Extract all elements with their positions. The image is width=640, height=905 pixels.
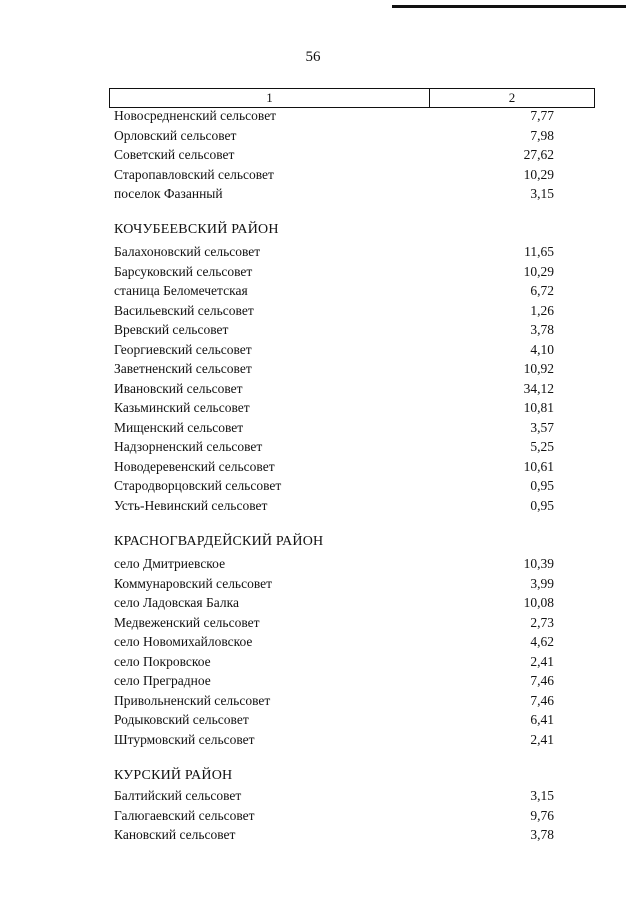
settlement-value: 7,98 (530, 127, 554, 143)
table-row (114, 418, 554, 438)
settlement-name: Георгиевский сельсовет (114, 341, 252, 357)
settlement-value: 7,46 (530, 692, 554, 708)
page-number: 56 (305, 49, 321, 65)
table-header (109, 88, 595, 108)
table-row (114, 145, 554, 165)
table-row (114, 165, 554, 185)
row-group (114, 106, 554, 204)
table-row (114, 281, 554, 301)
settlement-value: 10,29 (523, 166, 554, 182)
row-group (114, 242, 554, 515)
row-group (114, 554, 554, 749)
table-row (114, 379, 554, 399)
column-1-header: 1 (110, 89, 430, 107)
settlement-value: 3,57 (530, 419, 554, 435)
settlement-name: Надзорненский сельсовет (114, 439, 263, 454)
settlement-value: 3,78 (530, 827, 554, 842)
settlement-value: 6,41 (530, 712, 554, 727)
table-row (114, 262, 554, 282)
settlement-name: Старопавловский сельсовет (114, 166, 274, 182)
settlement-value: 11,65 (524, 244, 554, 259)
settlement-value: 2,41 (530, 653, 554, 669)
settlement-name: станица Беломечетская (114, 283, 248, 298)
settlement-value: 10,39 (523, 556, 554, 571)
table-row (114, 730, 554, 750)
settlement-value: 10,81 (523, 400, 554, 415)
settlement-name: Заветненский сельсовет (114, 361, 252, 376)
table-row (114, 320, 554, 340)
table-row (114, 242, 554, 262)
settlement-value: 34,12 (523, 380, 554, 396)
column-2-header: 2 (508, 90, 516, 105)
settlement-name: Ивановский сельсовет (114, 380, 243, 396)
settlement-value: 2,73 (530, 614, 554, 630)
settlement-value: 6,72 (530, 283, 554, 298)
settlement-value: 10,29 (523, 263, 554, 279)
settlement-name: Родыковский сельсовет (114, 712, 249, 727)
settlement-value: 9,76 (530, 807, 554, 823)
table-row (114, 126, 554, 146)
settlement-value: 10,08 (523, 595, 554, 610)
settlement-value: 3,78 (530, 322, 554, 337)
settlement-name: поселок Фазанный (114, 186, 223, 201)
settlement-name: Казьминский сельсовет (114, 400, 250, 415)
row-group (114, 786, 554, 845)
settlement-value: 3,15 (530, 186, 554, 201)
table-row (114, 671, 554, 691)
settlement-name: село Дмитриевское (114, 556, 226, 571)
district-heading: КОЧУБЕЕВСКИЙ РАЙОН (114, 222, 279, 237)
settlement-name: Новосредненский сельсовет (114, 108, 277, 123)
settlement-value: 10,92 (523, 361, 554, 376)
settlement-value: 2,41 (530, 731, 554, 747)
settlement-name: Новодеревенский сельсовет (114, 458, 275, 474)
table-row (114, 359, 554, 379)
settlement-value: 1,26 (530, 302, 554, 318)
table-row (114, 106, 554, 126)
settlement-value: 7,77 (530, 108, 554, 123)
table-row (114, 652, 554, 672)
settlement-name: Привольненский сельсовет (114, 692, 271, 708)
settlement-name: Усть-Невинский сельсовет (114, 497, 268, 513)
settlement-value: 7,46 (530, 673, 554, 688)
table-row (114, 496, 554, 516)
settlement-value: 0,95 (530, 497, 554, 513)
table-row (114, 437, 554, 457)
settlement-value: 3,99 (530, 575, 554, 591)
settlement-value: 4,62 (530, 634, 554, 649)
settlement-value: 5,25 (530, 439, 554, 454)
settlement-name: Коммунаровский сельсовет (114, 575, 273, 591)
settlement-name: Галюгаевский сельсовет (114, 807, 255, 823)
table-row (114, 574, 554, 594)
settlement-name: село Новомихайловское (114, 634, 253, 649)
settlement-name: Орловский сельсовет (114, 127, 237, 143)
table-row (114, 184, 554, 204)
settlement-name: село Ладовская Балка (114, 595, 239, 610)
settlement-name: Васильевский сельсовет (114, 302, 254, 318)
table-row (114, 340, 554, 360)
settlement-value: 4,10 (530, 341, 554, 357)
settlement-name: Балтийский сельсовет (114, 788, 242, 803)
settlement-name: Стародворцовский сельсовет (114, 478, 282, 493)
table-row (114, 632, 554, 652)
settlement-name: село Покровское (114, 653, 211, 669)
settlement-name: Медвеженский сельсовет (114, 614, 260, 630)
table-row (114, 691, 554, 711)
table-row (114, 825, 554, 845)
settlement-name: Штурмовский сельсовет (114, 731, 255, 747)
table-row (114, 554, 554, 574)
settlement-name: Советский сельсовет (114, 147, 235, 162)
settlement-name: Вревский сельсовет (114, 322, 229, 337)
table-row (114, 786, 554, 806)
settlement-value: 3,15 (530, 788, 554, 803)
top-rule (392, 5, 626, 8)
table-row (114, 476, 554, 496)
table-row (114, 806, 554, 826)
settlement-value: 10,61 (523, 458, 554, 474)
district-heading: КРАСНОГВАРДЕЙСКИЙ РАЙОН (114, 534, 324, 549)
table-row (114, 710, 554, 730)
settlement-name: село Преградное (114, 673, 211, 688)
table-row (114, 613, 554, 633)
district-heading: КУРСКИЙ РАЙОН (114, 768, 233, 783)
settlement-value: 27,62 (523, 147, 554, 162)
settlement-name: Кановский сельсовет (114, 827, 236, 842)
settlement-name: Барсуковский сельсовет (114, 263, 253, 279)
settlement-value: 0,95 (530, 478, 554, 493)
table-row (114, 398, 554, 418)
table-row (114, 593, 554, 613)
table-row (114, 301, 554, 321)
table-row (114, 457, 554, 477)
settlement-name: Мищенский сельсовет (114, 419, 244, 435)
settlement-name: Балахоновский сельсовет (114, 244, 261, 259)
